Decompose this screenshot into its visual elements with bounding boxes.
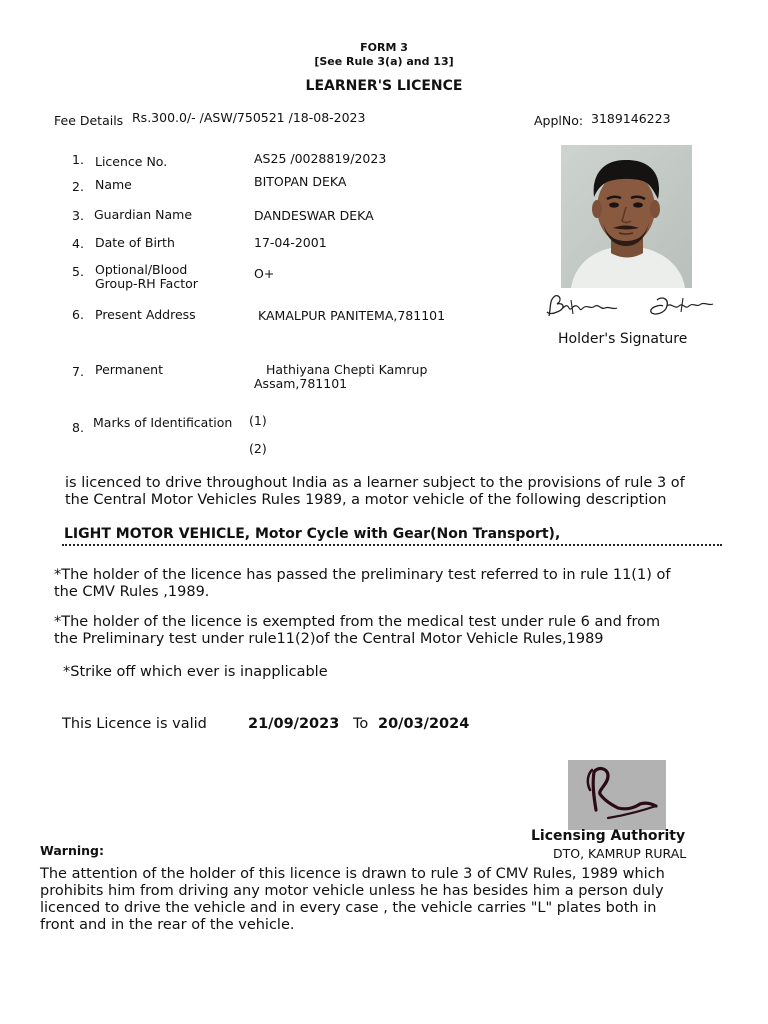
warning-text-line3: licenced to drive the vehicle and in every case , the vehicle carries "L" plates both in — [40, 900, 657, 916]
field-number: 3. — [72, 208, 84, 223]
field-label-date-of-birth: Date of Birth — [95, 235, 175, 250]
field-label-present-address: Present Address — [95, 307, 196, 322]
warning-text-line2: prohibits him from driving any motor vehicle unless he has besides him a person duly — [40, 883, 664, 899]
field-value-licence-no: AS25 /0028819/2023 — [254, 151, 387, 166]
validity-to-label: To — [353, 716, 369, 732]
field-value-name: BITOPAN DEKA — [254, 174, 347, 189]
form-rule: [See Rule 3(a) and 13] — [314, 55, 454, 68]
mark-1: (1) — [249, 413, 267, 428]
licence-text-line2: the Central Motor Vehicles Rules 1989, a motor vehicle of the following description — [65, 492, 667, 508]
vehicle-class: LIGHT MOTOR VEHICLE, Motor Cycle with Gear(Non Transport), — [64, 526, 561, 542]
valid-from-date: 21/09/2023 — [248, 716, 340, 732]
strike-note: *Strike off which ever is inapplicable — [63, 664, 328, 680]
fee-label: Fee Details — [54, 113, 124, 128]
field-label-licence-no: Licence No. — [95, 154, 168, 169]
appl-value: 3189146223 — [591, 111, 671, 126]
fee-value: Rs.300.0/- /ASW/750521 /18-08-2023 — [132, 110, 366, 125]
field-label-name: Name — [95, 177, 132, 192]
dotted-divider — [62, 544, 722, 546]
page-title: LEARNER'S LICENCE — [305, 78, 463, 94]
licensing-authority-title: Licensing Authority — [531, 828, 686, 844]
field-value-guardian-name: DANDESWAR DEKA — [254, 208, 374, 223]
exempt-text-line2: the Preliminary test under rule11(2)of the Central Motor Vehicle Rules,1989 — [54, 631, 604, 647]
field-number: 5. — [72, 264, 84, 279]
warning-label: Warning: — [40, 843, 104, 858]
field-number: 4. — [72, 236, 84, 251]
validity-label: This Licence is valid — [62, 716, 207, 732]
warning-text-line4: front and in the rear of the vehicle. — [40, 917, 295, 933]
field-value-permanent-address-2: Assam,781101 — [254, 376, 348, 391]
field-label-blood-group: Optional/Blood — [95, 262, 188, 277]
appl-label: ApplNo: — [534, 113, 584, 128]
warning-text-line1: The attention of the holder of this licence is drawn to rule 3 of CMV Rules, 1989 which — [40, 866, 665, 882]
holder-signature — [543, 290, 718, 326]
field-value-present-address: KAMALPUR PANITEMA,781101 — [258, 308, 446, 323]
form-number: FORM 3 — [360, 41, 408, 54]
exempt-text-line1: *The holder of the licence is exempted from the medical test under rule 6 and from — [54, 614, 661, 630]
field-number: 1. — [72, 152, 84, 167]
passed-text-line2: the CMV Rules ,1989. — [54, 584, 210, 600]
licence-text-line1: is licenced to drive throughout India as a learner subject to the provisions of rule 3 of — [65, 475, 685, 491]
field-value-date-of-birth: 17-04-2001 — [254, 235, 327, 250]
authority-signature — [568, 760, 666, 830]
field-label-guardian-name: Guardian Name — [94, 207, 193, 222]
field-label-blood-group-2: Group-RH Factor — [95, 276, 198, 291]
field-number: 6. — [72, 307, 84, 322]
passed-text-line1: *The holder of the licence has passed the preliminary test referred to in rule 11(1) of — [54, 567, 671, 583]
mark-2: (2) — [249, 441, 267, 456]
field-label-permanent-address: Permanent — [95, 362, 163, 377]
holder-photo — [561, 145, 692, 288]
field-value-permanent-address: Hathiyana Chepti Kamrup — [266, 362, 428, 377]
licensing-authority-office: DTO, KAMRUP RURAL — [553, 846, 687, 861]
field-number: 8. — [72, 420, 84, 435]
field-number: 7. — [72, 364, 84, 379]
field-number: 2. — [72, 179, 84, 194]
field-label-marks: Marks of Identification — [93, 415, 233, 430]
holder-signature-label: Holder's Signature — [558, 331, 688, 347]
field-value-blood-group: O+ — [254, 266, 275, 281]
valid-to-date: 20/03/2024 — [378, 716, 470, 732]
